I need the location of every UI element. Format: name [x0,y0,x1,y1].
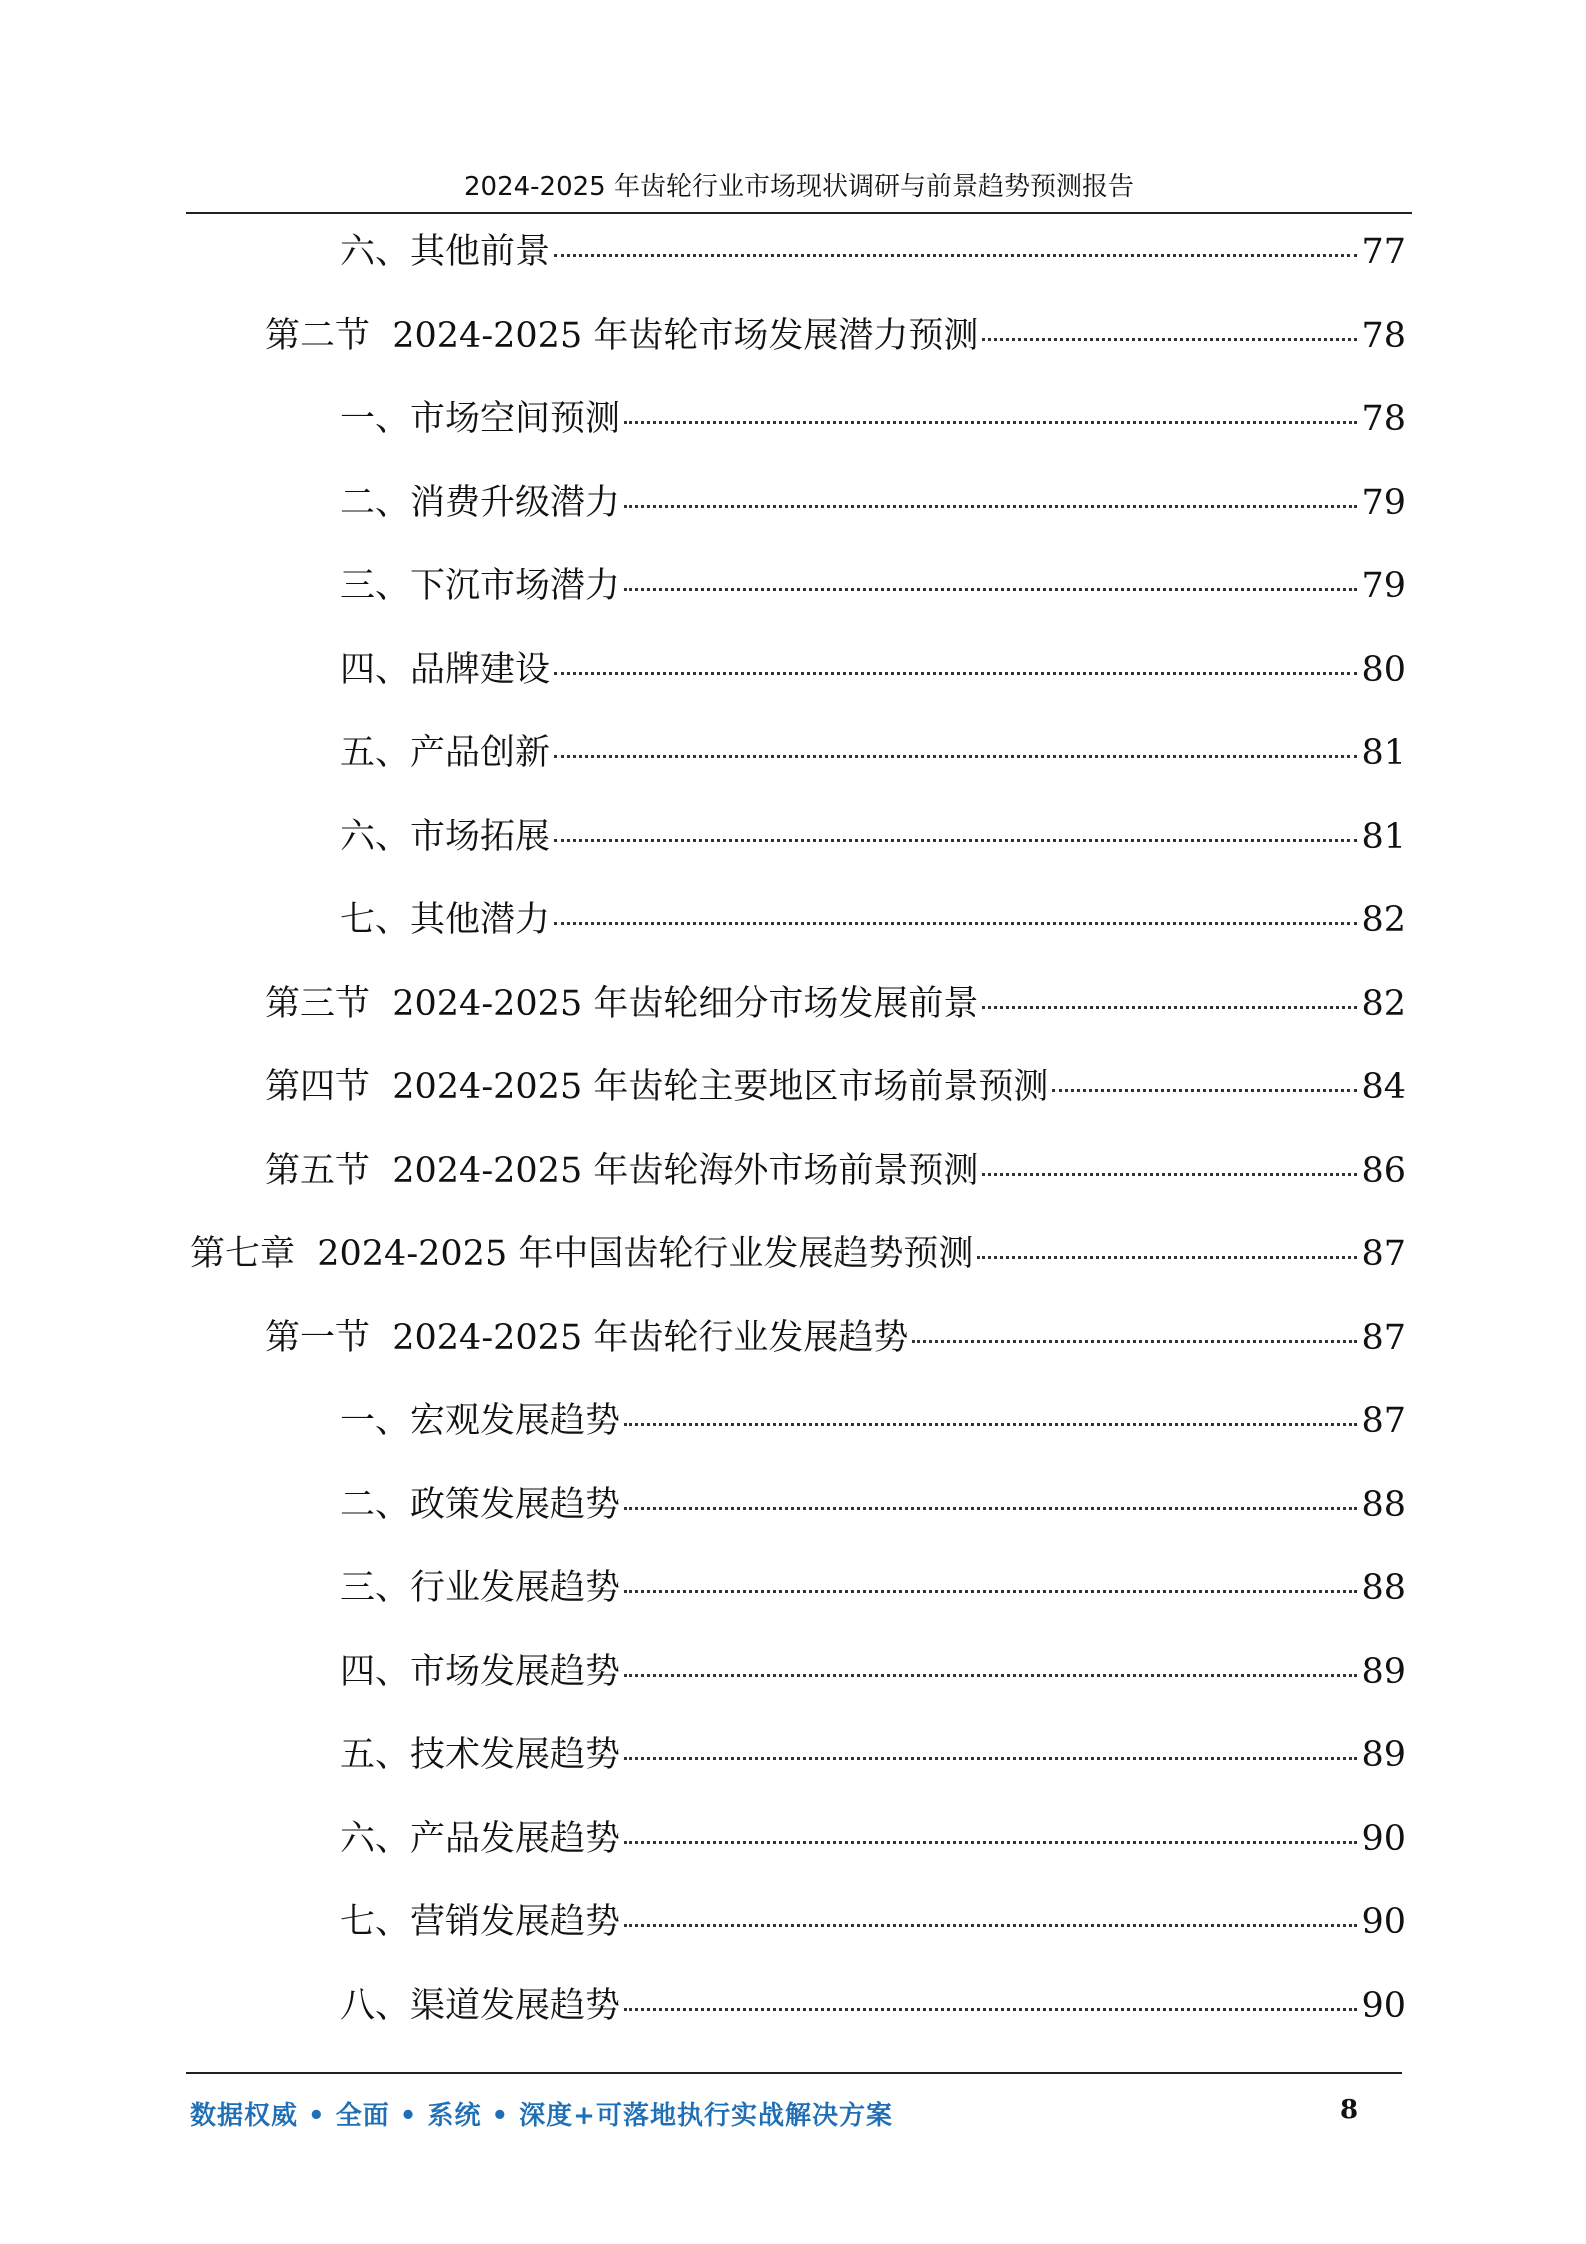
toc-entry-label: 第二节 2024-2025 年齿轮市场发展潜力预测 [265,315,979,356]
toc-entry-page: 81 [1361,816,1406,857]
toc-entry-label: 五、产品创新 [340,733,551,773]
toc-entry-page: 90 [1361,1985,1406,2026]
toc-entry-page: 78 [1361,399,1406,439]
toc-entry-label: 第一节 2024-2025 年齿轮行业发展趋势 [265,1317,909,1358]
toc-dot-leader [624,1590,1357,1593]
toc-entry-page: 86 [1361,1150,1406,1191]
toc-dot-leader [624,1423,1357,1426]
toc-entry-label: 三、行业发展趋势 [340,1568,621,1608]
toc-dot-leader [982,1006,1357,1009]
toc-entry-label: 第七章 2024-2025 年中国齿轮行业发展趋势预测 [190,1234,974,1274]
toc-entry-page: 82 [1361,983,1406,1024]
toc-dot-leader [912,1340,1357,1343]
toc-entry[interactable] [340,222,1406,282]
toc-dot-leader [624,1507,1357,1510]
toc-entry[interactable] [340,1809,1406,1869]
toc-entry[interactable] [340,640,1406,700]
toc-entry-label: 八、渠道发展趋势 [340,1985,621,2026]
toc-entry[interactable] [190,1224,1406,1284]
toc-dot-leader [554,254,1357,257]
toc-entry[interactable] [265,1141,1406,1201]
toc-entry-label: 五、技术发展趋势 [340,1735,621,1775]
toc-entry-label: 一、市场空间预测 [340,399,621,439]
toc-entry-label: 四、市场发展趋势 [340,1651,621,1692]
toc-entry-label: 一、宏观发展趋势 [340,1401,621,1441]
toc-entry-label: 七、其他潜力 [340,900,551,940]
toc-dot-leader [624,1924,1357,1927]
toc-entry-page: 79 [1361,566,1406,606]
toc-entry-label: 六、其他前景 [340,232,551,272]
toc-dot-leader [554,672,1357,675]
toc-dot-leader [624,505,1357,508]
toc-entry-page: 80 [1361,649,1406,690]
toc-entry[interactable] [340,1642,1406,1702]
toc-entry[interactable] [340,473,1406,533]
toc-entry-page: 78 [1361,315,1406,356]
toc-entry[interactable] [265,974,1406,1034]
toc-entry-label: 第四节 2024-2025 年齿轮主要地区市场前景预测 [265,1067,1049,1107]
toc-entry-page: 87 [1361,1401,1406,1441]
footer-slogan: 数据权威 • 全面 • 系统 • 深度+可落地执行实战解决方案 [190,2101,893,2131]
toc-entry-label: 六、市场拓展 [340,816,551,857]
toc-dot-leader [1052,1089,1357,1092]
toc-entry[interactable] [340,556,1406,616]
toc-entry-page: 90 [1361,1818,1406,1859]
toc-dot-leader [982,1173,1357,1176]
report-title: 2024-2025 年齿轮行业市场现状调研与前景趋势预测报告 [464,172,1134,202]
toc-entry[interactable] [340,890,1406,950]
toc-dot-leader [982,338,1357,341]
toc-entry-page: 81 [1361,733,1406,773]
toc-entry[interactable] [265,1057,1406,1117]
toc-dot-leader [624,1674,1357,1677]
toc-entry[interactable] [340,723,1406,783]
toc-entry-label: 七、营销发展趋势 [340,1902,621,1942]
toc-entry-label: 三、下沉市场潜力 [340,566,621,606]
toc-entry[interactable] [265,306,1406,366]
toc-entry-page: 77 [1361,232,1406,272]
toc-entry-label: 第五节 2024-2025 年齿轮海外市场前景预测 [265,1150,979,1191]
toc-entry-page: 87 [1361,1234,1406,1274]
toc-entry-page: 89 [1361,1651,1406,1692]
page-header [186,162,1412,214]
toc-entry[interactable] [340,1475,1406,1535]
toc-dot-leader [624,421,1357,424]
toc-entry[interactable] [340,807,1406,867]
toc-entry-page: 88 [1361,1484,1406,1525]
toc-entry-label: 四、品牌建设 [340,649,551,690]
toc-entry-label: 二、政策发展趋势 [340,1484,621,1525]
toc-entry-page: 87 [1361,1317,1406,1358]
toc-dot-leader [554,922,1357,925]
toc-dot-leader [624,1841,1357,1844]
toc-dot-leader [624,1757,1357,1760]
toc-entry[interactable] [340,1976,1406,2036]
toc-dot-leader [977,1256,1357,1259]
toc-dot-leader [624,2008,1357,2011]
toc-entry-page: 82 [1361,900,1406,940]
toc-entry[interactable] [340,1391,1406,1451]
toc-dot-leader [624,588,1357,591]
toc-entry[interactable] [340,1558,1406,1618]
toc-entry-page: 88 [1361,1568,1406,1608]
toc-entry-page: 89 [1361,1735,1406,1775]
toc-dot-leader [554,755,1357,758]
footer-divider [186,2072,1402,2074]
toc-entry-page: 84 [1361,1067,1406,1107]
toc-entry[interactable] [340,1725,1406,1785]
toc-entry[interactable] [340,389,1406,449]
toc-entry-label: 六、产品发展趋势 [340,1818,621,1859]
toc-entry-page: 90 [1361,1902,1406,1942]
toc-entry[interactable] [265,1308,1406,1368]
toc-entry[interactable] [340,1892,1406,1952]
page-number: 8 [1340,2095,1359,2125]
toc-dot-leader [554,839,1357,842]
toc-entry-label: 第三节 2024-2025 年齿轮细分市场发展前景 [265,983,979,1024]
toc-entry-page: 79 [1361,482,1406,523]
toc-entry-label: 二、消费升级潜力 [340,482,621,523]
